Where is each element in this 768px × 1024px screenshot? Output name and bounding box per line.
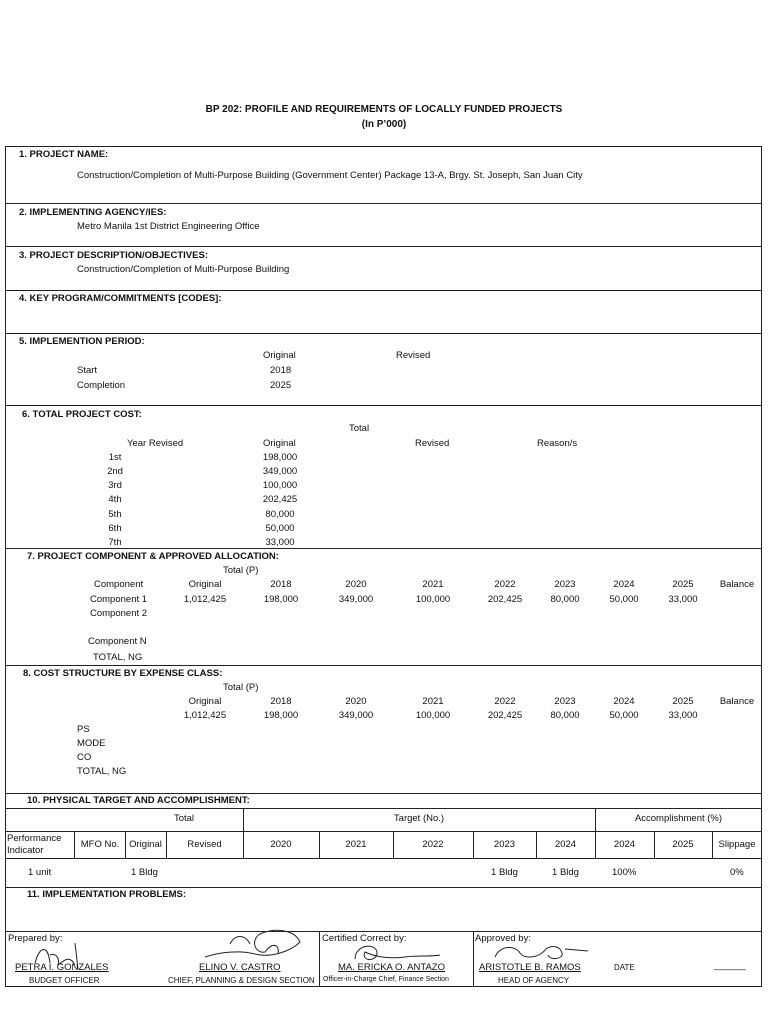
target-indicator-value: 1 unit bbox=[28, 867, 52, 878]
cost-structure-value: 198,000 bbox=[263, 710, 299, 721]
date-value: ______ bbox=[714, 960, 746, 971]
date-label: DATE bbox=[614, 963, 635, 972]
certified-by-name: MA. ERICKA O. ANTAZO bbox=[338, 962, 445, 973]
slippage-header: Slippage bbox=[718, 839, 756, 850]
component-row-value: 198,000 bbox=[263, 594, 299, 605]
cost-year: 2nd bbox=[107, 466, 123, 477]
component-header: Component bbox=[94, 579, 144, 590]
cost-total-header: Total bbox=[349, 423, 370, 434]
target-2023-value: 1 Bldg bbox=[491, 867, 518, 878]
project-description-label: 3. PROJECT DESCRIPTION/OBJECTIVES: bbox=[19, 250, 208, 261]
expense-class-mode: MODE bbox=[77, 738, 106, 749]
cost-original-value: 80,000 bbox=[265, 509, 295, 520]
prepared-by-title: BUDGET OFFICER bbox=[29, 976, 100, 985]
target-total-header: Total bbox=[173, 813, 195, 824]
component-header: 2018 bbox=[270, 579, 292, 590]
physical-target-label: 10. PHYSICAL TARGET AND ACCOMPLISHMENT: bbox=[27, 795, 250, 806]
cost-original-value: 33,000 bbox=[265, 537, 295, 548]
component-total-ng: TOTAL, NG bbox=[93, 652, 143, 663]
cost-structure-value: 50,000 bbox=[609, 710, 639, 721]
cost-structure-value: 100,000 bbox=[415, 710, 451, 721]
document-title: BP 202: PROFILE AND REQUIREMENTS OF LOCALLY FUNDED PROJECTS bbox=[205, 104, 563, 115]
cost-structure-header: 2025 bbox=[672, 696, 694, 707]
slippage-value: 0% bbox=[730, 867, 744, 878]
cost-year: 3rd bbox=[108, 480, 122, 491]
component-header: 2023 bbox=[554, 579, 576, 590]
target-2021-header: 2021 bbox=[345, 839, 367, 850]
performance-indicator-header: Performance Indicator bbox=[7, 833, 62, 856]
expense-class-total: TOTAL, NG bbox=[77, 766, 127, 777]
period-completion-original: 2025 bbox=[270, 380, 292, 391]
cost-original-value: 202,425 bbox=[262, 494, 298, 505]
accomplishment-2024-header: 2024 bbox=[613, 839, 636, 850]
cost-year: 6th bbox=[108, 523, 122, 534]
cost-structure-value: 80,000 bbox=[550, 710, 580, 721]
certified-by-label: Certified Correct by: bbox=[322, 933, 407, 944]
target-2023-header: 2023 bbox=[493, 839, 516, 850]
target-2024-header: 2024 bbox=[554, 839, 577, 850]
approved-by-name: ARISTOTLE B. RAMOS bbox=[479, 962, 581, 973]
signature-castro bbox=[200, 922, 310, 970]
component-header: Original bbox=[188, 579, 222, 590]
cost-structure-value: 202,425 bbox=[487, 710, 523, 721]
cost-year: 4th bbox=[108, 494, 122, 505]
component-2-label: Component 2 bbox=[90, 608, 148, 619]
cost-structure-header: 2020 bbox=[345, 696, 367, 707]
signature-antazo bbox=[345, 937, 445, 970]
project-description-value: Construction/Completion of Multi-Purpose Building bbox=[77, 264, 290, 275]
accomplishment-header: Accomplishment (%) bbox=[634, 813, 723, 824]
target-no-header: Target (No.) bbox=[393, 813, 445, 824]
implementing-agency-value: Metro Manila 1st District Engineering Office bbox=[77, 221, 260, 232]
cost-structure-header: Balance bbox=[719, 696, 755, 707]
component-row-value: 349,000 bbox=[338, 594, 374, 605]
target-2020-header: 2020 bbox=[270, 839, 292, 850]
accomplishment-2025-header: 2025 bbox=[672, 839, 694, 850]
cost-structure-value: 33,000 bbox=[668, 710, 698, 721]
period-start-original: 2018 bbox=[270, 365, 292, 376]
certified-by-title: Officer-in-Charge Chief, Finance Section bbox=[323, 976, 449, 983]
approved-by-title: HEAD OF AGENCY bbox=[498, 976, 570, 985]
component-header: 2022 bbox=[494, 579, 516, 590]
component-row-value: 50,000 bbox=[609, 594, 639, 605]
component-row-value: 100,000 bbox=[415, 594, 451, 605]
period-original-header: Original bbox=[263, 350, 296, 361]
revised-header: Revised bbox=[187, 839, 222, 850]
cost-structure-header: 2021 bbox=[422, 696, 444, 707]
cost-structure-header: Original bbox=[188, 696, 222, 707]
planning-chief-name: ELINO V. CASTRO bbox=[199, 962, 281, 973]
implementation-problems-label: 11. IMPLEMENTATION PROBLEMS: bbox=[27, 889, 187, 900]
cost-original-value: 50,000 bbox=[265, 523, 295, 534]
component-header: 2024 bbox=[613, 579, 635, 590]
component-row-label: Component 1 bbox=[90, 594, 148, 605]
cost-structure-header: 2018 bbox=[270, 696, 292, 707]
component-allocation-label: 7. PROJECT COMPONENT & APPROVED ALLOCATION: bbox=[27, 551, 279, 562]
target-original-value: 1 Bldg bbox=[131, 867, 158, 878]
cost-original-value: 100,000 bbox=[262, 480, 298, 491]
cost-structure-value: 1,012,425 bbox=[183, 710, 227, 721]
component-row-value: 1,012,425 bbox=[183, 594, 227, 605]
cost-structure-total-p: Total (P) bbox=[223, 682, 259, 693]
total-project-cost-label: 6. TOTAL PROJECT COST: bbox=[22, 409, 142, 420]
accomplishment-2024-value: 100% bbox=[612, 867, 637, 878]
component-row-value: 33,000 bbox=[668, 594, 698, 605]
cost-structure-header: 2024 bbox=[613, 696, 635, 707]
target-2022-header: 2022 bbox=[422, 839, 444, 850]
component-n-label: Component N bbox=[88, 636, 147, 647]
mfo-no-header: MFO No. bbox=[80, 839, 120, 850]
component-header: 2020 bbox=[345, 579, 367, 590]
approved-by-label: Approved by: bbox=[475, 933, 531, 944]
cost-original-value: 349,000 bbox=[262, 466, 298, 477]
period-completion-label: Completion bbox=[77, 380, 126, 391]
cost-original-header: Original bbox=[263, 438, 296, 449]
component-total-p: Total (P) bbox=[223, 565, 259, 576]
period-start-label: Start bbox=[77, 365, 98, 376]
signature-ramos bbox=[490, 935, 590, 968]
target-2024-value: 1 Bldg bbox=[552, 867, 579, 878]
component-row-value: 202,425 bbox=[487, 594, 523, 605]
project-name-value: Construction/Completion of Multi-Purpose Building (Government Center) Package 13-A, Brgy. St. Joseph, San Juan City bbox=[77, 170, 583, 181]
cost-structure-header: 2023 bbox=[554, 696, 576, 707]
cost-structure-label: 8. COST STRUCTURE BY EXPENSE CLASS: bbox=[23, 668, 223, 679]
cost-year: 7th bbox=[108, 537, 122, 548]
expense-class-ps: PS bbox=[77, 724, 90, 735]
prepared-by-label: Prepared by: bbox=[8, 933, 63, 944]
component-header: Balance bbox=[719, 579, 755, 590]
component-header: 2021 bbox=[422, 579, 444, 590]
planning-chief-title: CHIEF, PLANNING & DESIGN SECTION bbox=[168, 976, 315, 985]
cost-year: 5th bbox=[108, 509, 122, 520]
cost-structure-value: 349,000 bbox=[338, 710, 374, 721]
cost-structure-header: 2022 bbox=[494, 696, 516, 707]
cost-year: 1st bbox=[108, 452, 122, 463]
cost-revised-header: Revised bbox=[415, 438, 450, 449]
prepared-by-name: PETRA I. GONZALES bbox=[15, 962, 109, 973]
project-name-label: 1. PROJECT NAME: bbox=[19, 149, 109, 160]
key-program-label: 4. KEY PROGRAM/COMMITMENTS [CODES]: bbox=[19, 293, 222, 304]
document-subtitle: (In P’000) bbox=[361, 119, 407, 130]
implementing-agency-label: 2. IMPLEMENTING AGENCY/IES: bbox=[19, 207, 167, 218]
signature-gonzales bbox=[30, 935, 100, 978]
expense-class-co: CO bbox=[77, 752, 92, 763]
period-revised-header: Revised bbox=[396, 350, 431, 361]
cost-year-revised-header: Year Revised bbox=[127, 438, 184, 449]
component-row-value: 80,000 bbox=[550, 594, 580, 605]
implementation-period-label: 5. IMPLEMENTION PERIOD: bbox=[19, 336, 145, 347]
original-header: Original bbox=[129, 839, 162, 850]
cost-reasons-header: Reason/s bbox=[537, 438, 578, 449]
cost-original-value: 198,000 bbox=[262, 452, 298, 463]
component-header: 2025 bbox=[672, 579, 694, 590]
